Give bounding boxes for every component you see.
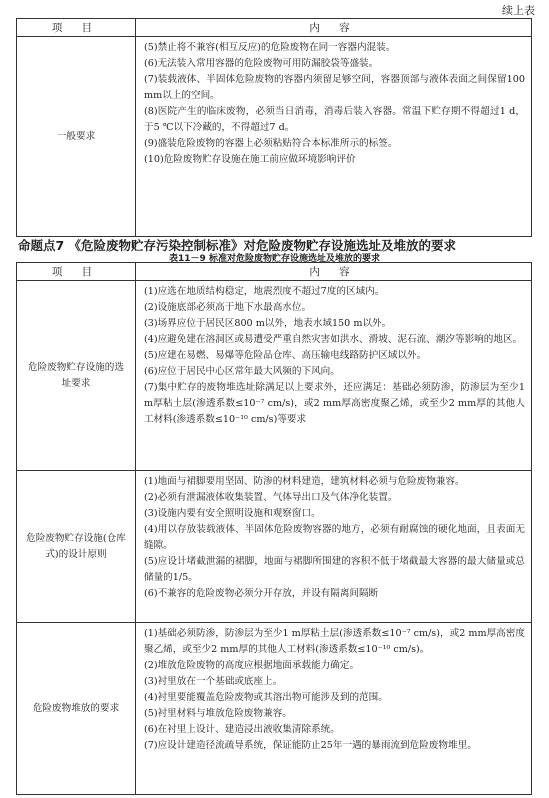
list-item: (1)地面与裙脚要用坚固、防渗的材料建造，建筑材料必须与危险废物兼容。 xyxy=(144,476,465,487)
row-content xyxy=(136,623,532,795)
list-item: (6)不兼容的危险废物必须分开存放，并设有隔离间隔断 xyxy=(144,588,379,599)
list-item: (2)堆放危险废物的高度应根据地面承载能力确定。 xyxy=(144,660,360,671)
list-item: (8)医院产生的临床废物，必须当日消毒，消毒后装入容器。常温下贮存期不得超过1 d，于5 ℃以下冷藏的，不得超过7 d。 xyxy=(144,106,525,133)
list-item: (3)场界应位于居民区800 m以外，地表水域150 m以外。 xyxy=(144,318,392,329)
list-item: (2)必须有泄漏液体收集装置、气体导出口及气体净化装置。 xyxy=(144,492,398,503)
row-category: 危险废物堆放的要求 xyxy=(17,623,136,795)
list-item: (1)基础必须防渗，防渗层为至少1 m厚粘土层(渗透系数≤10⁻⁷ cm/s)，或2 mm厚高密度聚乙烯，或至少2 mm厚的其他人工材料(渗透系数≤10⁻¹⁰ cm/s)。 xyxy=(144,628,525,655)
list-item: (3)设施内要有安全照明设施和观察窗口。 xyxy=(144,508,321,519)
list-item: (1)应选在地质结构稳定，地震烈度不超过7度的区域内。 xyxy=(144,286,385,297)
row-content xyxy=(136,281,532,471)
list-item: (7)应设计建造径流疏导系统，保证能防止25年一遇的暴雨流到危险废物堆里。 xyxy=(144,740,477,751)
column-header-item: 项 目 xyxy=(17,263,136,281)
list-item: (5)衬里材料与堆放危险废物兼容。 xyxy=(144,708,292,719)
list-item: (4)应避免建在溶洞区或易遭受严重自然灾害如洪水、滑坡、泥石流、潮汐等影响的地区。 xyxy=(144,334,523,345)
list-item: (6)应位于居民中心区常年最大风频的下风向。 xyxy=(144,366,340,377)
list-item: (6)在衬里上设计、建造浸出液收集清除系统。 xyxy=(144,724,340,735)
siting-stacking-table xyxy=(16,262,532,795)
row-category: 危险废物贮存设施(仓库式)的设计原则 xyxy=(17,471,136,623)
row-content xyxy=(136,471,532,623)
table-header-row xyxy=(17,263,532,281)
list-item: (2)设施底部必须高于地下水最高水位。 xyxy=(144,302,312,313)
list-item: (7)装载液体、半固体危险废物的容器内须留足够空间，容器顶部与液体表面之间保留100 mm以上的空间。 xyxy=(144,74,525,101)
list-item: (6)无法装入常用容器的危险废物可用防漏胶袋等盛装。 xyxy=(144,58,379,69)
column-header-content: 内 容 xyxy=(136,263,532,281)
row-content xyxy=(136,37,532,237)
list-item: (5)禁止将不兼容(相互反应)的危险废物在同一容器内混装。 xyxy=(144,42,396,53)
table-row xyxy=(17,37,532,237)
table-row xyxy=(17,281,532,471)
table-caption: 表11－9 标准对危险废物贮存设施选址及堆放的要求 xyxy=(169,254,380,264)
continued-label: 续上表 xyxy=(502,4,535,17)
column-header-content: 内 容 xyxy=(136,19,532,37)
list-item: (4)用以存放装载液体、半固体危险废物容器的地方，必须有耐腐蚀的硬化地面，且表面无缝隙。 xyxy=(144,524,525,551)
column-header-item: 项 目 xyxy=(17,19,136,37)
row-category: 危险废物贮存设施的选址要求 xyxy=(17,281,136,471)
table-row xyxy=(17,623,532,795)
list-item: (7)集中贮存的废物堆选址除满足以上要求外，还应满足：基础必须防渗，防渗层为至少1 m厚粘土层(渗透系数≤10⁻⁷ cm/s)，或2 mm厚高密度聚乙烯，或至少2 mm厚的其他人工材料(渗透系数≤10⁻¹⁰ cm/s)等要求 xyxy=(144,382,525,425)
list-item: (5)应设计堵截泄漏的裙脚，地面与裙脚所围建的容积不低于堵截最大容器的最大储量或总储量的1/5。 xyxy=(144,556,525,583)
list-item: (4)衬里要能覆盖危险废物或其溶出物可能涉及到的范围。 xyxy=(144,692,388,703)
list-item: (3)衬里放在一个基础或底座上。 xyxy=(144,676,283,687)
list-item: (10)危险废物贮存设施在施工前应做环境影响评价 xyxy=(144,154,356,165)
section-heading: 命题点7 《危险废物贮存污染控制标准》对危险废物贮存设施选址及堆放的要求 xyxy=(18,238,457,253)
table-header-row xyxy=(17,19,532,37)
general-requirements-table xyxy=(16,18,532,237)
list-item: (9)盛装危险废物的容器上必须粘贴符合本标准所示的标签。 xyxy=(144,138,398,149)
row-category: 一般要求 xyxy=(17,37,136,237)
list-item: (5)应建在易燃、易爆等危险品仓库、高压输电线路防护区域以外。 xyxy=(144,350,427,361)
table-row xyxy=(17,471,532,623)
